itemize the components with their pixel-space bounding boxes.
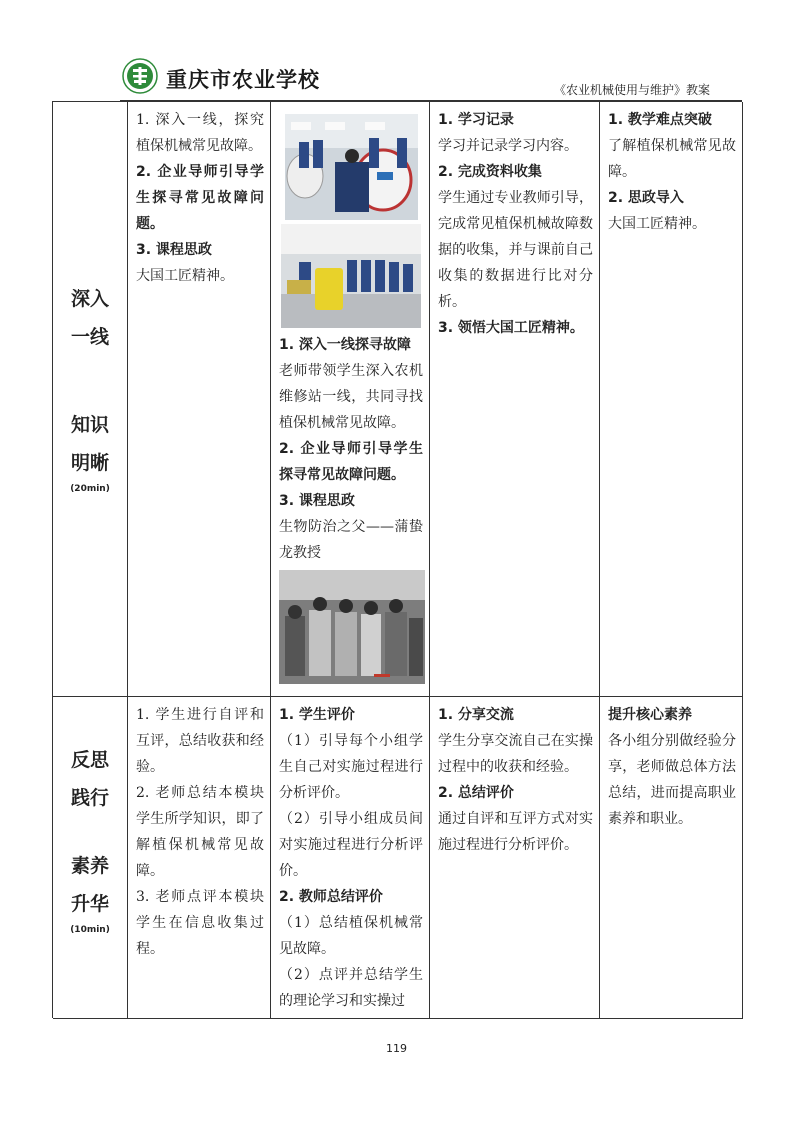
stage-duration: (10min) [70, 925, 110, 935]
stage-title: 一线 [70, 326, 109, 348]
text-item: 1. 深入一线，探究植保机械常见故障。 [136, 112, 264, 154]
text-item: 1. 学生评价 [279, 707, 355, 723]
text-item: 3. 老师点评本模块学生在信息收集过程。 [136, 889, 264, 957]
method-cell-row1 [271, 102, 430, 697]
text-item: 大国工匠精神。 [608, 216, 706, 232]
text-item: 学习并记录学习内容。 [438, 138, 578, 154]
text-item: 2. 企业导师引导学生探寻常见故障问题。 [279, 441, 423, 483]
text-item: 生物防治之父——蒲蛰龙教授 [279, 519, 423, 561]
text-item: 学生分享交流自己在实操过程中的收获和经验。 [438, 733, 593, 775]
text-item: （2）引导小组成员间对实施过程进行分析评价。 [279, 811, 423, 879]
text-item: 2. 思政导入 [608, 190, 684, 206]
teacher-activity-cell-row2 [128, 697, 271, 1019]
text-item: 3. 课程思政 [279, 493, 355, 509]
text-item: 学生通过专业教师引导，完成常见植保机械故障数据的收集，并与课前自己收集的数据进行比对分析。 [438, 190, 593, 310]
text-item: （2）点评并总结学生的理论学习和实操过 [279, 967, 423, 1009]
text-item: 2. 总结评价 [438, 785, 514, 801]
text-item: （1）引导每个小组学生自己对实施过程进行分析评价。 [279, 733, 423, 801]
student-activity-cell-row1 [430, 102, 600, 697]
school-logo [122, 58, 158, 94]
workshop-photo-2 [281, 224, 421, 328]
stage-title: 践行 [70, 787, 109, 809]
lesson-plan-table [52, 101, 742, 1018]
text-item: 大国工匠精神。 [136, 268, 234, 284]
stage-cell-row1 [53, 102, 128, 697]
design-intent-cell-row1 [600, 102, 743, 697]
text-item: 老师带领学生深入农机维修站一线，共同寻找植保机械常见故障。 [279, 363, 423, 431]
page-header [120, 56, 742, 100]
stage-title: 素养 [70, 855, 109, 877]
workshop-photo-1 [285, 114, 418, 220]
text-item: 3. 课程思政 [136, 242, 212, 258]
school-name: 重庆市农业学校 [166, 67, 320, 92]
text-item: （1）总结植保机械常见故障。 [279, 915, 423, 957]
teacher-activity-cell-row1 [128, 102, 271, 697]
text-item: 3. 领悟大国工匠精神。 [438, 320, 584, 336]
text-item: 1. 深入一线探寻故障 [279, 337, 411, 353]
course-title: 《农业机械使用与维护》教案 [553, 83, 710, 97]
text-item: 2. 企业导师引导学生探寻常见故障问题。 [136, 164, 264, 232]
stage-title: 明晰 [70, 452, 109, 474]
historic-photo [279, 570, 425, 684]
text-item: 2. 老师总结本模块学生所学知识，即了解植保机械常见故障。 [136, 785, 264, 879]
stage-cell-row2 [53, 697, 128, 1019]
method-cell-row2 [271, 697, 430, 1019]
text-item: 1. 学生进行自评和互评，总结收获和经验。 [136, 707, 264, 775]
stage-duration: (20min) [70, 484, 110, 494]
text-item: 2. 教师总结评价 [279, 889, 383, 905]
text-item: 1. 学习记录 [438, 112, 514, 128]
text-item: 提升核心素养 [608, 707, 692, 723]
text-item: 通过自评和互评方式对实施过程进行分析评价。 [438, 811, 593, 853]
text-item: 2. 完成资料收集 [438, 164, 542, 180]
page-number: 119 [386, 1042, 407, 1055]
text-item: 1. 分享交流 [438, 707, 514, 723]
stage-title: 反思 [70, 749, 109, 771]
text-item: 各小组分别做经验分享，老师做总体方法总结，进而提高职业素养和职业。 [608, 733, 736, 827]
stage-title: 深入 [70, 288, 109, 310]
text-item: 了解植保机械常见故障。 [608, 138, 736, 180]
stage-title: 升华 [70, 893, 109, 915]
design-intent-cell-row2 [600, 697, 743, 1019]
text-item: 1. 教学难点突破 [608, 112, 712, 128]
student-activity-cell-row2 [430, 697, 600, 1019]
stage-title: 知识 [70, 414, 109, 436]
